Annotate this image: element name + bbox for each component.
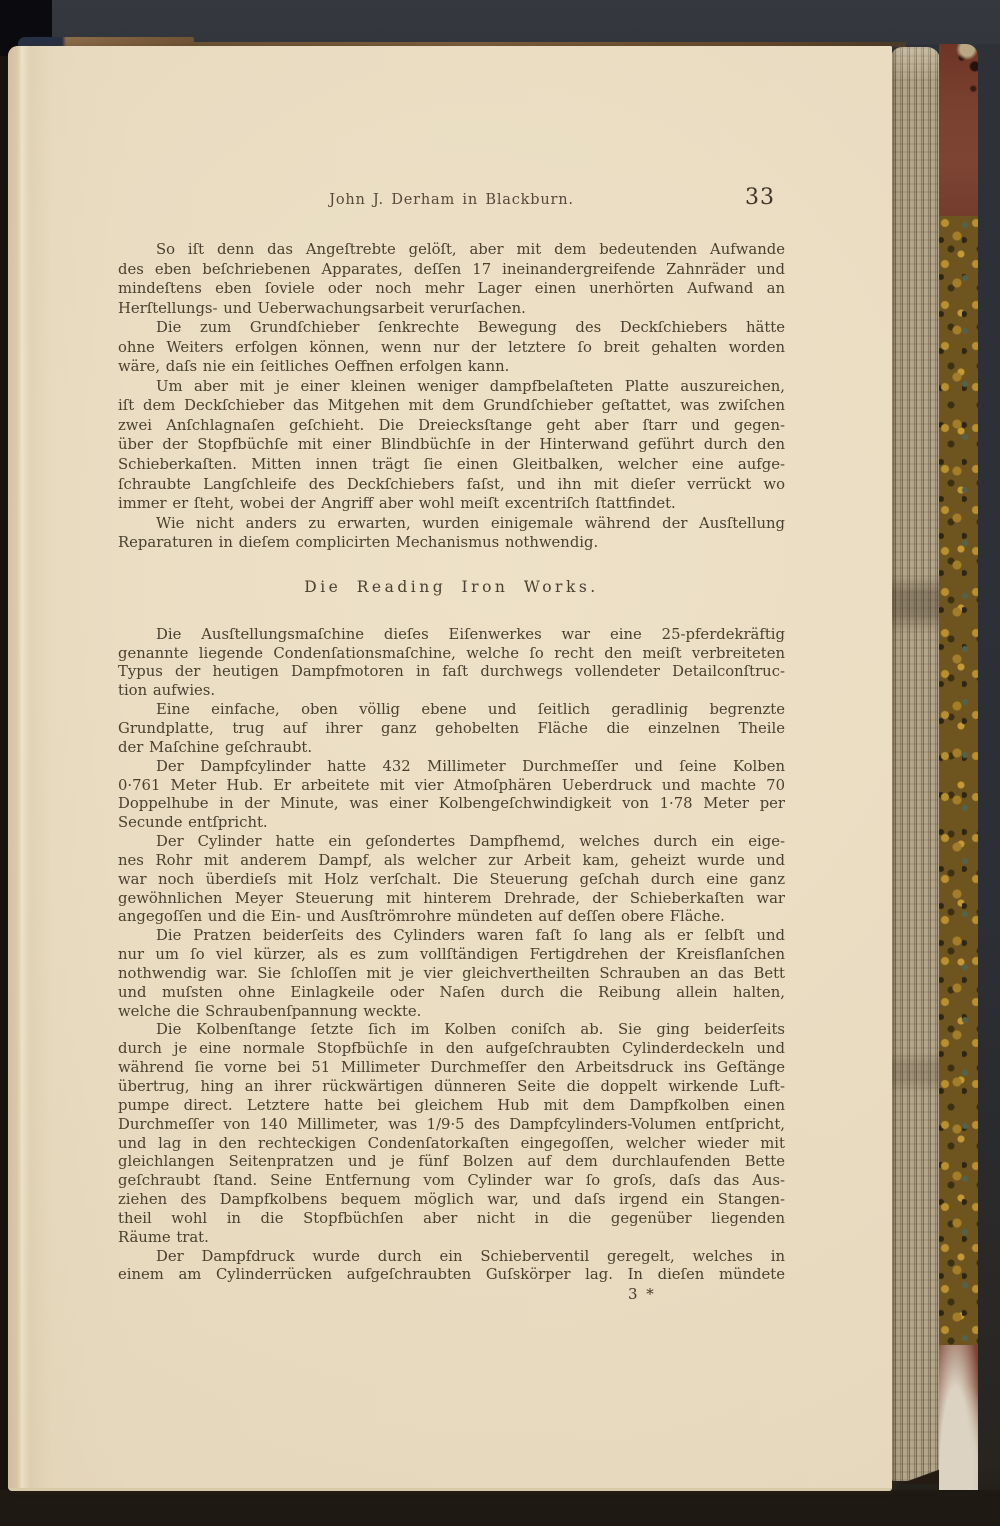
page-scan — [8, 46, 892, 1491]
signature-mark: 3 * — [628, 1285, 656, 1304]
book-cover-edge — [939, 44, 978, 1490]
page-content — [8, 46, 892, 1304]
text-line: ſchraubte Langſchleife des Deckſchiebers faſst, und ihn mit dieſer verrückt wo — [118, 475, 785, 493]
text-line: Die zum Grundſchieber ſenkrechte Bewegung des Deckſchiebers hätte — [156, 319, 785, 337]
text-line: pumpe direct. Letztere hatte bei gleichem Hub mit dem Dampfkolben einen — [118, 1096, 785, 1114]
running-title: John J. Derham in Blackburn. — [329, 192, 574, 208]
text-line: genannte liegende Condenſationsmaſchine, welche ſo recht den meiſt verbreiteten — [118, 644, 785, 662]
background-bottom — [0, 1490, 1000, 1526]
text-line: Der Dampfcylinder hatte 432 Millimeter Durchmeſſer und ſeine Kolben — [156, 757, 785, 775]
text-line: Durchmeſſer von 140 Millimeter, was 1/9·5 des Dampfcylinders-Volumen entſpricht, — [118, 1115, 785, 1133]
paragraph — [118, 758, 785, 833]
paragraph — [118, 240, 785, 318]
paragraph — [118, 318, 785, 377]
text-line: Doppelhube in der Minute, was einer Kolbengeſchwindigkeit von 1·78 Meter per — [118, 795, 785, 813]
text-body — [118, 240, 785, 1304]
book-fore-edge-pages — [891, 47, 940, 1481]
text-line: Die Pratzen beiderſeits des Cylinders waren faſt ſo lang als er ſelbſt und — [156, 927, 785, 945]
paragraph — [118, 927, 785, 1021]
text-line: nur um ſo viel kürzer, als es zum vollſtändigen Fertigdrehen der Kreisflanſchen — [118, 946, 785, 964]
text-line: durch je eine normale Stopfbüchſe in den aufgeſchraubten Cylinderdeckeln und — [118, 1040, 785, 1058]
text-line: welche die Schraubenſpannung weckte. — [118, 1002, 422, 1020]
page-header — [118, 185, 785, 214]
text-line: des eben beſchriebenen Apparates, deſſen 17 ineinandergreifende Zahnräder und — [118, 260, 785, 278]
text-line: Die Ausſtellungsmaſchine dieſes Eiſenwerkes war eine 25-pferdekräftig — [156, 625, 785, 643]
text-line: Der Dampfdruck wurde durch ein Schieberventil geregelt, welches in — [156, 1247, 785, 1265]
text-line: Schieberkaſten. Mitten innen trägt ſie einen Gleitbalken, welcher eine aufge- — [118, 456, 785, 474]
paragraph — [118, 514, 785, 553]
paragraph — [118, 1021, 785, 1247]
text-line: Herſtellungs- und Ueberwachungsarbeit verurſachen. — [118, 299, 526, 317]
text-line: übertrug, hing an ihrer rückwärtigen dünneren Seite die doppelt wirkende Luft- — [118, 1078, 785, 1095]
text-line: wäre, daſs nie ein ſeitliches Oeffnen erfolgen kann. — [118, 358, 510, 376]
text-line: einem am Cylinderrücken aufgeſchraubten Guſskörper lag. In dieſen mündete — [118, 1266, 785, 1284]
text-line: Räume trat. — [118, 1228, 209, 1246]
text-line: Eine einfache, oben völlig ebene und ſeitlich geradlinig begrenzte — [156, 701, 785, 719]
text-line: und lag in den rechteckigen Condenſatorkaſten eingegoſſen, welcher wieder mit — [118, 1134, 785, 1152]
paragraph — [118, 626, 785, 701]
paragraph — [118, 833, 785, 927]
text-line: Grundplatte, trug auf ihrer ganz gehobelten Fläche die einzelnen Theile — [118, 719, 785, 737]
cover-marbled-board — [939, 216, 978, 1345]
text-line: zwei Anſchlagnaſen geſchieht. Die Dreiecksſtange geht aber ſtarr und gegen- — [118, 416, 785, 434]
text-line: während ſie vorne bei 51 Millimeter Durchmeſſer den Arbeitsdruck ins Geſtänge — [118, 1059, 785, 1077]
text-line: Wie nicht anders zu erwarten, wurden einigemale während der Ausſtellung — [156, 514, 785, 532]
text-line: nothwendig war. Sie ſchloſſen mit je vier gleichvertheilten Schrauben an das Bett — [118, 964, 785, 982]
text-line: immer er ſteht, wobei der Angriff aber wohl meiſt excentriſch ſtattfindet. — [118, 495, 676, 513]
cover-leather-top-corner — [939, 44, 978, 216]
text-line: gewöhnlichen Meyer Steuerung mit hinterem Drehrade, der Schieberkaſten war — [118, 889, 785, 907]
cover-leather-bottom-corner — [939, 1345, 978, 1490]
page-number: 33 — [745, 185, 775, 210]
text-line: angegoſſen und die Ein- und Ausſtrömrohre mündeten auf deſſen obere Fläche. — [118, 908, 725, 926]
text-line: Reparaturen in dieſem complicirten Mechanismus nothwendig. — [118, 534, 599, 552]
text-line: tion aufwies. — [118, 682, 216, 700]
text-line: gleichlangen Seitenpratzen und je fünf Bolzen auf dem durchlaufenden Bette — [118, 1153, 785, 1171]
text-line: Typus der heutigen Dampfmotoren in faſt durchwegs vollendeter Detailconſtruc- — [118, 663, 785, 681]
text-line: iſt dem Deckſchieber das Mitgehen mit dem Grundſchieber geſtattet, was zwiſchen — [118, 397, 785, 415]
text-line: geſchraubt ſtand. Seine Entfernung vom Cylinder war ſo groſs, daſs das Aus- — [118, 1172, 785, 1190]
text-line: nes Rohr mit anderem Dampf, als welcher zur Arbeit kam, geheizt wurde und — [118, 851, 785, 869]
text-line: Der Cylinder hatte ein geſondertes Dampfhemd, welches durch ein eige- — [156, 833, 785, 851]
paragraph — [118, 701, 785, 758]
text-line: theil wohl in die Stopfbüchſen aber nicht in die gegenüber liegenden — [118, 1209, 785, 1227]
text-line: und muſsten ohne Einlagkeile oder Naſen durch die Reibung allein halten, — [118, 983, 785, 1001]
paragraph — [118, 1248, 785, 1286]
text-line: ziehen des Dampfkolbens bequem möglich war, und daſs irgend ein Stangen- — [118, 1191, 785, 1209]
paragraph — [118, 377, 785, 514]
section-heading: Die Reading Iron Works. — [304, 577, 599, 596]
text-line: Um aber mit je einer kleinen weniger dampfbelaſteten Platte auszureichen, — [156, 377, 785, 395]
text-line: Die Kolbenſtange ſetzte ſich im Kolben coniſch ab. Sie ging beiderſeits — [156, 1021, 785, 1039]
text-line: 0·761 Meter Hub. Er arbeitete mit vier Atmoſphären Ueberdruck und machte 70 — [118, 776, 785, 794]
text-line: Secunde entſpricht. — [118, 814, 268, 832]
text-line: mindeſtens eben ſoviele oder noch mehr Lager einen unerhörten Aufwand an — [118, 280, 785, 298]
text-line: war noch überdieſs mit Holz verſchalt. Die Steuerung geſchah durch eine ganz — [118, 870, 785, 888]
text-line: ohne Weiters erfolgen können, wenn nur der letztere ſo breit gehalten worden — [118, 338, 785, 356]
text-line: über der Stopfbüchſe mit einer Blindbüchſe in der Hinterwand geführt durch den — [118, 436, 785, 454]
text-line: der Maſchine geſchraubt. — [118, 738, 313, 756]
text-line: So iſt denn das Angeſtrebte gelöſt, aber mit dem bedeutenden Aufwande — [156, 241, 785, 258]
